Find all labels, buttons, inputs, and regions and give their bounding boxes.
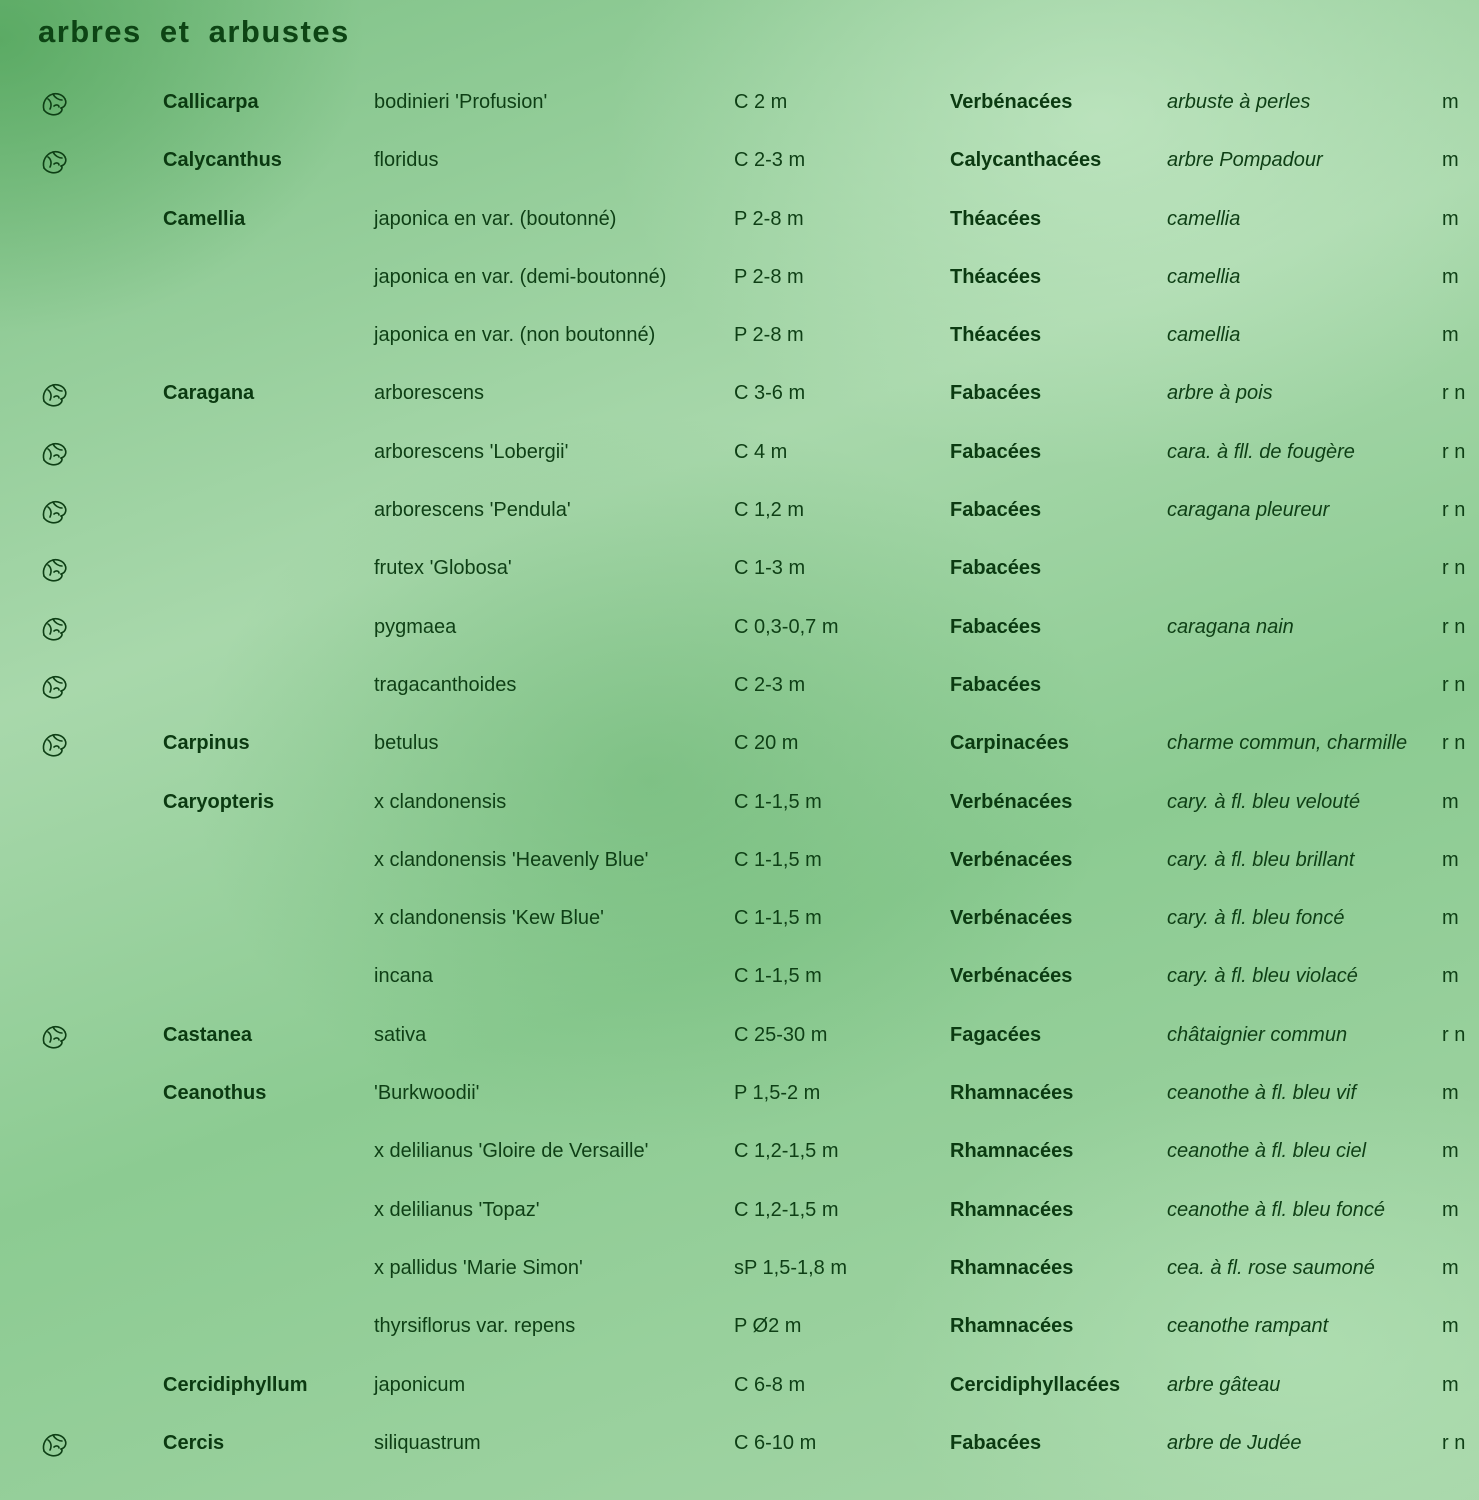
size-cell: C 3-6 m [734,382,806,405]
table-row [0,76,1479,134]
family-cell: Fabacées [950,440,1042,463]
size-cell: C 2-3 m [734,673,806,696]
flower-icon [38,88,72,122]
plant-table [0,76,1479,1475]
common-name-cell: camellia [1167,324,1241,347]
common-name-cell: caragana nain [1167,615,1294,638]
family-cell: Rhamnacées [950,1256,1074,1279]
size-cell: C 1,2-1,5 m [734,1140,839,1163]
code-cell: m [1442,1256,1459,1279]
common-name-cell: arbuste à perles [1167,91,1311,113]
code-cell: m [1442,1373,1459,1396]
size-cell: C 4 m [734,440,788,463]
family-cell: Théacées [950,324,1042,347]
table-row [0,1359,1479,1417]
family-cell: Rhamnacées [950,1082,1074,1105]
table-row [0,1300,1479,1358]
species-cell: x delilianus 'Gloire de Versaille' [374,1140,649,1163]
species-cell: tragacanthoides [374,673,517,696]
page-title: arbres et arbustes [38,14,350,49]
code-cell: m [1442,1315,1459,1338]
species-cell: arborescens [374,382,485,405]
common-name-cell: cara. à fll. de fougère [1167,440,1355,463]
code-cell: m [1442,207,1459,230]
table-row [0,251,1479,309]
flower-icon [38,671,72,705]
flower-icon [38,438,72,472]
code-cell: m [1442,1140,1459,1163]
common-name-cell: arbre gâteau [1167,1373,1281,1396]
common-name-cell: arbre à pois [1167,382,1273,405]
family-cell: Verbénacées [950,91,1073,113]
size-cell: C 1,2-1,5 m [734,1198,839,1221]
species-cell: japonica en var. (non boutonné) [374,324,656,347]
family-cell: Verbénacées [950,907,1073,930]
family-cell: Fabacées [950,382,1042,405]
common-name-cell: charme commun, charmille [1167,732,1408,755]
table-row [0,193,1479,251]
species-cell: betulus [374,732,439,755]
code-cell: m [1442,848,1459,871]
table-row [0,1125,1479,1183]
table-row [0,1067,1479,1125]
table-row [0,1184,1479,1242]
species-cell: japonica en var. (boutonné) [374,207,617,230]
genus-cell: Cercis [163,1431,225,1454]
size-cell: P 2-8 m [734,324,804,347]
family-cell: Fagacées [950,1023,1042,1046]
family-cell: Rhamnacées [950,1315,1074,1338]
size-cell: P 1,5-2 m [734,1082,821,1105]
size-cell: P 2-8 m [734,265,804,288]
species-cell: x delilianus 'Topaz' [374,1198,540,1221]
code-cell: r n [1442,673,1466,696]
table-row [0,1009,1479,1067]
common-name-cell: cary. à fl. bleu velouté [1167,790,1361,813]
common-name-cell: camellia [1167,207,1241,230]
code-cell: m [1442,324,1459,347]
common-name-cell: cea. à fl. rose saumoné [1167,1256,1375,1279]
table-row [0,542,1479,600]
common-name-cell: ceanothe à fl. bleu foncé [1167,1198,1385,1221]
table-row [0,717,1479,775]
species-cell: japonica en var. (demi-boutonné) [374,265,667,288]
code-cell: m [1442,965,1459,988]
genus-cell: Calycanthus [163,149,282,172]
code-cell: m [1442,1082,1459,1105]
common-name-cell: arbre Pompadour [1167,149,1323,172]
code-cell: r n [1442,615,1466,638]
family-cell: Fabacées [950,673,1042,696]
flower-icon [38,496,72,530]
table-row [0,367,1479,425]
species-cell: x clandonensis 'Heavenly Blue' [374,848,649,871]
genus-cell: Camellia [163,207,246,230]
size-cell: C 1,2 m [734,499,805,522]
family-cell: Verbénacées [950,790,1073,813]
table-row [0,601,1479,659]
family-cell: Calycanthacées [950,149,1102,172]
code-cell: m [1442,1198,1459,1221]
common-name-cell: ceanothe à fl. bleu vif [1167,1082,1357,1105]
species-cell: incana [374,965,433,988]
flower-icon [38,1429,72,1463]
species-cell: 'Burkwoodii' [374,1082,480,1105]
code-cell: m [1442,91,1459,113]
size-cell: C 1-1,5 m [734,907,822,930]
table-row [0,484,1479,542]
common-name-cell: cary. à fl. bleu brillant [1167,848,1355,871]
family-cell: Fabacées [950,557,1042,580]
size-cell: C 2-3 m [734,149,806,172]
common-name-cell: caragana pleureur [1167,499,1330,522]
flower-icon [38,1021,72,1055]
code-cell: r n [1442,557,1466,580]
table-row [0,1242,1479,1300]
family-cell: Rhamnacées [950,1198,1074,1221]
genus-cell: Ceanothus [163,1082,267,1105]
code-cell: m [1442,907,1459,930]
code-cell: m [1442,790,1459,813]
common-name-cell: châtaignier commun [1167,1023,1348,1046]
species-cell: siliquastrum [374,1431,481,1454]
genus-cell: Caryopteris [163,790,275,813]
code-cell: r n [1442,1023,1466,1046]
flower-icon [38,729,72,763]
size-cell: C 20 m [734,732,799,755]
species-cell: x clandonensis [374,790,507,813]
family-cell: Carpinacées [950,732,1069,755]
family-cell: Verbénacées [950,848,1073,871]
common-name-cell: cary. à fl. bleu violacé [1167,965,1358,988]
species-cell: arborescens 'Lobergii' [374,440,569,463]
code-cell: r n [1442,499,1466,522]
size-cell: P Ø2 m [734,1315,802,1338]
family-cell: Verbénacées [950,965,1073,988]
common-name-cell: camellia [1167,265,1241,288]
common-name-cell: arbre de Judée [1167,1431,1302,1454]
table-row [0,659,1479,717]
species-cell: x clandonensis 'Kew Blue' [374,907,604,930]
table-row [0,134,1479,192]
genus-cell: Castanea [163,1023,252,1046]
family-cell: Fabacées [950,499,1042,522]
family-cell: Fabacées [950,1431,1042,1454]
size-cell: C 1-3 m [734,557,806,580]
species-cell: floridus [374,149,439,172]
size-cell: P 2-8 m [734,207,804,230]
flower-icon [38,379,72,413]
code-cell: r n [1442,382,1466,405]
table-row [0,950,1479,1008]
size-cell: C 0,3-0,7 m [734,615,839,638]
flower-icon [38,146,72,180]
common-name-cell: ceanothe rampant [1167,1315,1329,1338]
species-cell: thyrsiflorus var. repens [374,1315,576,1338]
species-cell: bodinieri 'Profusion' [374,91,548,113]
table-row [0,776,1479,834]
size-cell: C 1-1,5 m [734,965,822,988]
family-cell: Cercidiphyllacées [950,1373,1121,1396]
genus-cell: Carpinus [163,732,250,755]
size-cell: sP 1,5-1,8 m [734,1256,848,1279]
species-cell: japonicum [374,1373,466,1396]
genus-cell: Caragana [163,382,255,405]
code-cell: m [1442,149,1459,172]
common-name-cell: cary. à fl. bleu foncé [1167,907,1345,930]
species-cell: frutex 'Globosa' [374,557,512,580]
flower-icon [38,554,72,588]
size-cell: C 2 m [734,91,788,113]
table-row [0,309,1479,367]
size-cell: C 6-8 m [734,1373,806,1396]
table-row [0,1417,1479,1475]
common-name-cell: ceanothe à fl. bleu ciel [1167,1140,1367,1163]
family-cell: Fabacées [950,615,1042,638]
code-cell: r n [1442,1431,1466,1454]
family-cell: Rhamnacées [950,1140,1074,1163]
table-row [0,834,1479,892]
species-cell: arborescens 'Pendula' [374,499,571,522]
code-cell: m [1442,265,1459,288]
size-cell: C 25-30 m [734,1023,828,1046]
species-cell: pygmaea [374,615,457,638]
genus-cell: Cercidiphyllum [163,1373,308,1396]
table-row [0,892,1479,950]
species-cell: x pallidus 'Marie Simon' [374,1256,583,1279]
family-cell: Théacées [950,265,1042,288]
code-cell: r n [1442,732,1466,755]
code-cell: r n [1442,440,1466,463]
size-cell: C 1-1,5 m [734,848,822,871]
genus-cell: Callicarpa [163,91,259,113]
table-row [0,426,1479,484]
size-cell: C 1-1,5 m [734,790,822,813]
species-cell: sativa [374,1023,427,1046]
flower-icon [38,613,72,647]
family-cell: Théacées [950,207,1042,230]
size-cell: C 6-10 m [734,1431,817,1454]
